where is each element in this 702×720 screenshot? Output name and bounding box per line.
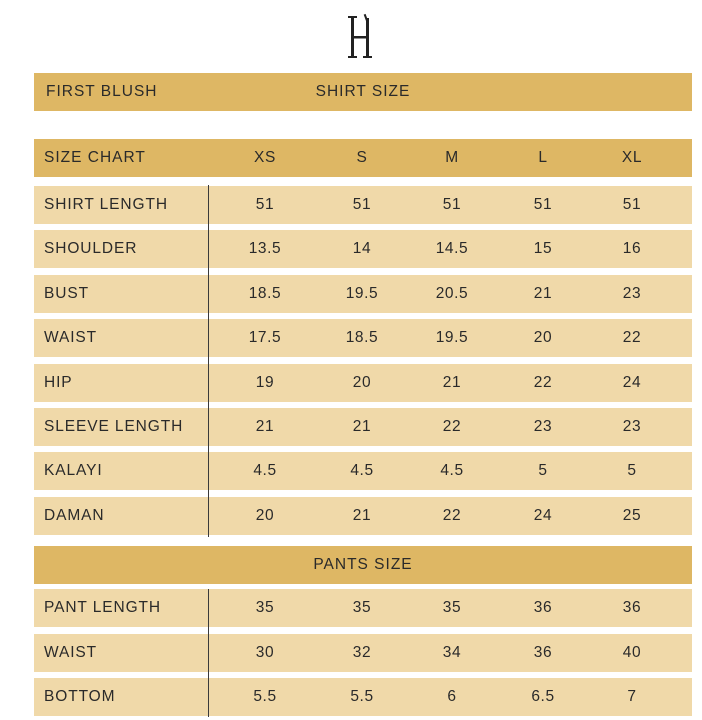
measurement-value: 23	[533, 418, 553, 435]
measurement-value: 23	[622, 284, 642, 302]
table-row	[34, 319, 692, 357]
size-column-header: S	[356, 149, 368, 166]
measurement-label: SHIRT LENGTH	[44, 196, 168, 213]
measurement-value: 24	[533, 506, 553, 524]
measurement-value: 4.5	[440, 462, 464, 480]
measurement-value: 51	[352, 196, 372, 213]
table-row	[34, 364, 692, 402]
measurement-value: 20	[533, 329, 553, 347]
measurement-value: 21	[533, 284, 553, 302]
measurement-value: 32	[352, 643, 372, 661]
measurement-value: 36	[533, 643, 553, 661]
measurement-value: 15	[533, 240, 553, 258]
measurement-value: 35	[442, 599, 462, 616]
measurement-value: 5.5	[350, 688, 374, 705]
measurement-value: 22	[622, 329, 642, 347]
measurement-value: 36	[533, 599, 553, 616]
measurement-label: WAIST	[44, 329, 98, 347]
pants-size-header	[34, 546, 692, 584]
measurement-value: 21	[352, 418, 372, 435]
brand-header-bar	[34, 73, 692, 111]
table-row	[34, 230, 692, 268]
size-column-header: M	[445, 149, 459, 166]
table-row	[34, 497, 692, 535]
size-column-header: L	[538, 149, 548, 166]
measurement-value: 51	[255, 196, 275, 213]
measurement-value: 21	[442, 373, 462, 391]
measurement-value: 30	[255, 643, 275, 661]
measurement-value: 51	[622, 196, 642, 213]
measurement-label: WAIST	[44, 643, 98, 661]
size-chart-label: SIZE CHART	[44, 149, 146, 166]
measurement-value: 34	[442, 643, 462, 661]
measurement-value: 5.5	[253, 688, 277, 705]
measurement-value: 6	[447, 688, 457, 705]
measurement-value: 36	[622, 599, 642, 616]
table-row	[34, 408, 692, 446]
measurement-value: 18.5	[345, 329, 379, 347]
measurement-value: 24	[622, 373, 642, 391]
measurement-label: PANT LENGTH	[44, 599, 161, 616]
measurement-label: SLEEVE LENGTH	[44, 418, 184, 435]
measurement-value: 35	[352, 599, 372, 616]
measurement-value: 14.5	[435, 240, 469, 258]
table-row	[34, 678, 692, 716]
measurement-value: 25	[622, 506, 642, 524]
table-row	[34, 634, 692, 672]
size-column-header: XS	[254, 149, 276, 166]
measurement-value: 6.5	[531, 688, 555, 705]
measurement-value: 14	[352, 240, 372, 258]
measurement-label: BUST	[44, 284, 89, 302]
measurement-label: HIP	[44, 373, 73, 391]
pants-size-title: PANTS SIZE	[313, 556, 413, 573]
measurement-value: 22	[442, 506, 462, 524]
measurement-value: 21	[352, 506, 372, 524]
measurement-value: 35	[255, 599, 275, 616]
measurement-value: 5	[627, 462, 637, 480]
size-column-header: XL	[621, 149, 643, 166]
shirt-table-divider	[208, 185, 209, 537]
pants-table-divider	[208, 589, 209, 717]
measurement-value: 13.5	[248, 240, 282, 258]
measurement-value: 51	[533, 196, 553, 213]
size-chart-header	[34, 139, 692, 177]
table-row	[34, 589, 692, 627]
measurement-value: 5	[538, 462, 548, 480]
measurement-value: 21	[255, 418, 275, 435]
measurement-value: 20	[352, 373, 372, 391]
table-row	[34, 452, 692, 490]
measurement-value: 20.5	[435, 284, 469, 302]
measurement-label: BOTTOM	[44, 688, 116, 705]
measurement-value: 19.5	[435, 329, 469, 347]
measurement-value: 17.5	[248, 329, 282, 347]
shirt-size-title: SHIRT SIZE	[315, 83, 411, 100]
measurement-label: DAMAN	[44, 506, 105, 524]
measurement-value: 18.5	[248, 284, 282, 302]
brand-name: FIRST BLUSH	[46, 83, 158, 100]
table-row	[34, 186, 692, 224]
measurement-label: KALAYI	[44, 462, 103, 480]
measurement-value: 23	[622, 418, 642, 435]
table-row	[34, 275, 692, 313]
brand-logo-icon	[346, 12, 380, 62]
measurement-value: 51	[442, 196, 462, 213]
measurement-value: 19.5	[345, 284, 379, 302]
measurement-value: 20	[255, 506, 275, 524]
measurement-value: 16	[622, 240, 642, 258]
measurement-value: 22	[442, 418, 462, 435]
measurement-value: 4.5	[253, 462, 277, 480]
measurement-value: 4.5	[350, 462, 374, 480]
measurement-value: 19	[255, 373, 275, 391]
measurement-value: 40	[622, 643, 642, 661]
measurement-value: 22	[533, 373, 553, 391]
measurement-label: SHOULDER	[44, 240, 138, 258]
measurement-value: 7	[627, 688, 637, 705]
